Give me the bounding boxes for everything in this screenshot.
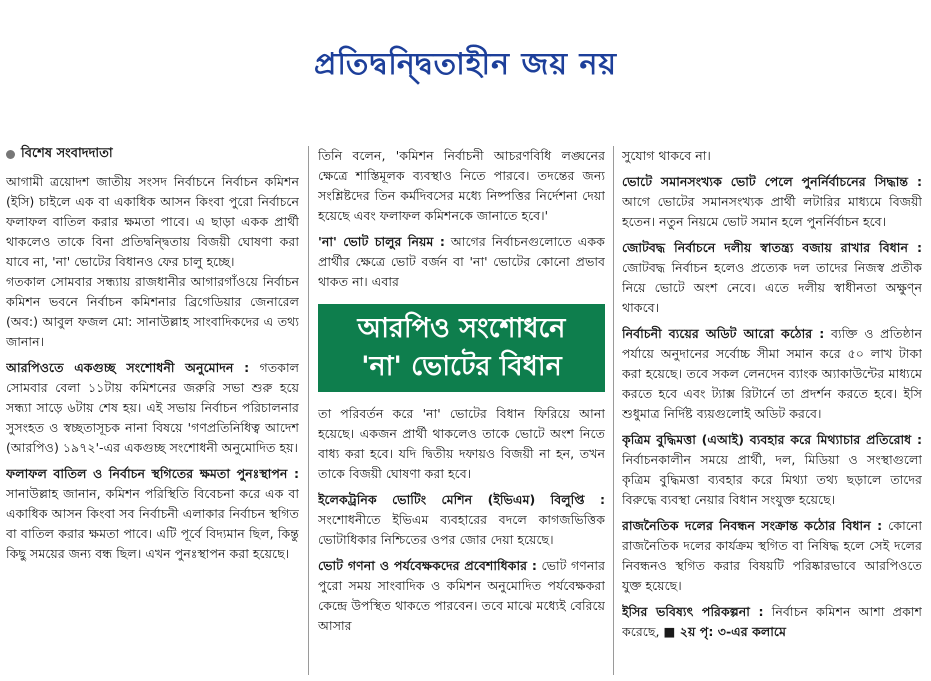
subheading: নির্বাচনী ব্যয়ের অডিট আরো কঠোর : xyxy=(622,326,825,341)
section xyxy=(318,556,605,636)
article-column-1 xyxy=(6,140,299,677)
section xyxy=(622,602,922,642)
section-body: কোনো রাজনৈতিক দলের কার্যক্রম স্থগিত বা নিষিদ্ধ হলে সেই দলের নিবন্ধনও স্থগিত করার বিষয়টি পরিষ্কারভাবে আরপিওতে যুক্ত হয়েছে। xyxy=(622,518,922,593)
section xyxy=(318,490,605,550)
continued-reference: ■ ২য় পৃ: ৩-এর কলামে xyxy=(663,624,786,639)
paragraph: গতকাল সোমবার সন্ধ্যায় রাজধানীর আগারগাঁওয়ে নির্বাচন কমিশন ভবনে নির্বাচন কমিশনার ব্রিগেডিয়ার জেনারেল (অব:) আবুল ফজল মো: সানাউল্লাহ সাংবাদিকদের এ তথ্য জানান। xyxy=(6,274,299,349)
subheading: ইসির ভবিষ্যৎ পরিকল্পনা : xyxy=(622,604,764,619)
subheading: ইলেকট্রনিক ভোটিং মেশিন (ইভিএম) বিলুপ্তি : xyxy=(318,492,605,507)
subheading: ভোট গণনা ও পর্যবেক্ষকদের প্রবেশাধিকার : xyxy=(318,558,537,573)
section-body: সংশোধনীতে ইভিএম ব্যবহারের বদলে কাগজভিত্তিক ভোটাধিকার নিশ্চিতের ওপর জোর দেয়া হয়েছে। xyxy=(318,512,605,547)
pull-quote-line: 'না' ভোটের বিধান xyxy=(361,351,562,382)
paragraph: তিনি বলেন, 'কমিশন নির্বাচনী আচরণবিধি লঙ্ঘনের ক্ষেত্রে শাস্তিমূলক ব্যবস্থাও নিতে পারবে। তদন্তের জন্য সংশ্লিষ্টদের তিন কর্মদিবসের মধ্যে নিষ্পত্তির নির্দেশনা দেয়া হয়েছে এবং ফলাফল কমিশনকে জানাতে হবে।' xyxy=(318,148,605,223)
bullet-icon xyxy=(6,150,15,159)
section xyxy=(622,324,922,424)
section xyxy=(318,232,605,292)
section xyxy=(622,430,922,510)
column-divider xyxy=(613,146,614,675)
article-column-3 xyxy=(622,146,922,677)
subheading: আরপিওতে একগুচ্ছ সংশোধনী অনুমোদন : xyxy=(6,360,250,375)
subheading: জোটবদ্ধ নির্বাচনে দলীয় স্বাতন্ত্র্য বজায় রাখার বিধান : xyxy=(622,240,922,255)
section-body: জোটবদ্ধ নির্বাচন হলেও প্রত্যেক দল তাদের নিজস্ব প্রতীক নিয়ে ভোটে অংশ নেবে। এতে দলীয় স্বাধীনতা অক্ষুণ্ন থাকবে। xyxy=(622,260,922,315)
paragraph: সুযোগ থাকবে না। xyxy=(622,148,711,163)
headline: প্রতিদ্বন্দ্বিতাহীন জয় নয় xyxy=(313,46,618,82)
section-body: আগের নির্বাচনগুলোতে একক প্রার্থীর ক্ষেত্রে ভোট বর্জন বা 'না' ভোটের কোনো প্রভাব থাকত না। এবার xyxy=(318,234,605,289)
section-body: নির্বাচন কমিশন আশা প্রকাশ করেছে, xyxy=(622,604,922,639)
subheading: কৃত্রিম বুদ্ধিমত্তা (এআই) ব্যবহার করে মিথ্যাচার প্রতিরোধ : xyxy=(622,432,922,447)
pull-quote-line: আরপিও সংশোধনে xyxy=(357,313,566,344)
section-body: ব্যক্তি ও প্রতিষ্ঠান পর্যায়ে অনুদানের সর্বোচ্চ সীমা সমান করে ৫০ লাখ টাকা করা হয়েছে। তবে সকল লেনদেন ব্যাংক অ্যাকাউন্টের মাধ্যমে করতে হবে এবং ট্যাক্স রিটার্নে তা প্রদর্শন করতে হবে। ইসি শুধুমাত্র নির্দিষ্ট ব্যয়গুলোই অডিট করবে। xyxy=(622,326,922,421)
byline xyxy=(6,144,299,164)
section xyxy=(622,172,922,232)
byline-text: বিশেষ সংবাদদাতা xyxy=(21,146,113,161)
subheading: ভোটে সমানসংখ্যক ভোট পেলে পুনর্নির্বাচনের সিদ্ধান্ত : xyxy=(622,174,922,189)
section xyxy=(622,238,922,318)
section xyxy=(6,358,299,458)
subheading: রাজনৈতিক দলের নিবন্ধন সংক্রান্ত কঠোর বিধান : xyxy=(622,518,883,533)
section-body: সানাউল্লাহ জানান, কমিশন পরিস্থিতি বিবেচনা করে এক বা একাধিক আসন কিংবা সব নির্বাচনী এলাকার নির্বাচন স্থগিত বা বাতিল করার ক্ষমতা পাবে। এটি পূর্বে বিদ্যমান ছিল, কিন্তু কিছু সময়ের জন্য বন্ধ ছিল। এখন পুনঃস্থাপন করা হয়েছে। xyxy=(6,486,299,561)
section-body: আগে ভোটের সমানসংখ্যক প্রার্থী লটারির মাধ্যমে বিজয়ী হতেন। নতুন নিয়মে ভোট সমান হলে পুনর্নির্বাচন হবে। xyxy=(622,194,922,229)
pull-quote xyxy=(318,304,605,392)
article-column-2 xyxy=(318,146,605,677)
section-body: নির্বাচনকালীন সময়ে প্রার্থী, দল, মিডিয়া ও সংস্থাগুলো কৃত্রিম বুদ্ধিমত্তা ব্যবহার করে মিথ্যা তথ্য ছড়ালে তাদের বিরুদ্ধে ব্যবস্থা নেয়ার বিধান সংযুক্ত হয়েছে। xyxy=(622,452,922,507)
section xyxy=(622,516,922,596)
paragraph: আগামী ত্রয়োদশ জাতীয় সংসদ নির্বাচনে নির্বাচন কমিশন (ইসি) চাইলে এক বা একাধিক আসন কিংবা পুরো নির্বাচনে ফলাফল বাতিল করার ক্ষমতা পাবে। এ ছাড়া একক প্রার্থী থাকলেও তাকে বিনা প্রতিদ্বন্দ্বিতায় বিজয়ী ঘোষণা করা যাবে না, 'না' ভোটের বিধানও ফের চালু হচ্ছে। xyxy=(6,174,299,269)
column-divider xyxy=(308,146,309,675)
section-body: ভোট গণনার পুরো সময় সাংবাদিক ও কমিশন অনুমোদিত পর্যবেক্ষকরা কেন্দ্রে উপস্থিত থাকতে পারবেন। তবে মাঝে মধ্যেই বেরিয়ে আসার xyxy=(318,558,605,633)
subheading: ফলাফল বাতিল ও নির্বাচন স্থগিতের ক্ষমতা পুনঃস্থাপন : xyxy=(6,466,299,481)
section xyxy=(6,464,299,564)
section-body: গতকাল সোমবার বেলা ১১টায় কমিশনের জরুরি সভা শুরু হয়ে সন্ধ্যা সাড়ে ৬টায় শেষ হয়। এই সভায় নির্বাচন পরিচালনার সুসংহত ও স্বচ্ছতাসূচক নানা বিষয়ে 'গণপ্রতিনিধিত্ব আদেশ (আরপিও) ১৯৭২'-এর একগুচ্ছ সংশোধনী অনুমোদিত হয়। xyxy=(6,360,299,455)
paragraph: তা পরিবর্তন করে 'না' ভোটের বিধান ফিরিয়ে আনা হয়েছে। একজন প্রার্থী থাকলেও তাকে ভোটে অংশ নিতে বাধ্য করা হবে। যদি দ্বিতীয় দফায়ও বিজয়ী না হন, তখন তাকে বিজয়ী ঘোষণা করা হবে। xyxy=(318,406,605,481)
subheading: 'না' ভোট চালুর নিয়ম : xyxy=(318,234,445,249)
